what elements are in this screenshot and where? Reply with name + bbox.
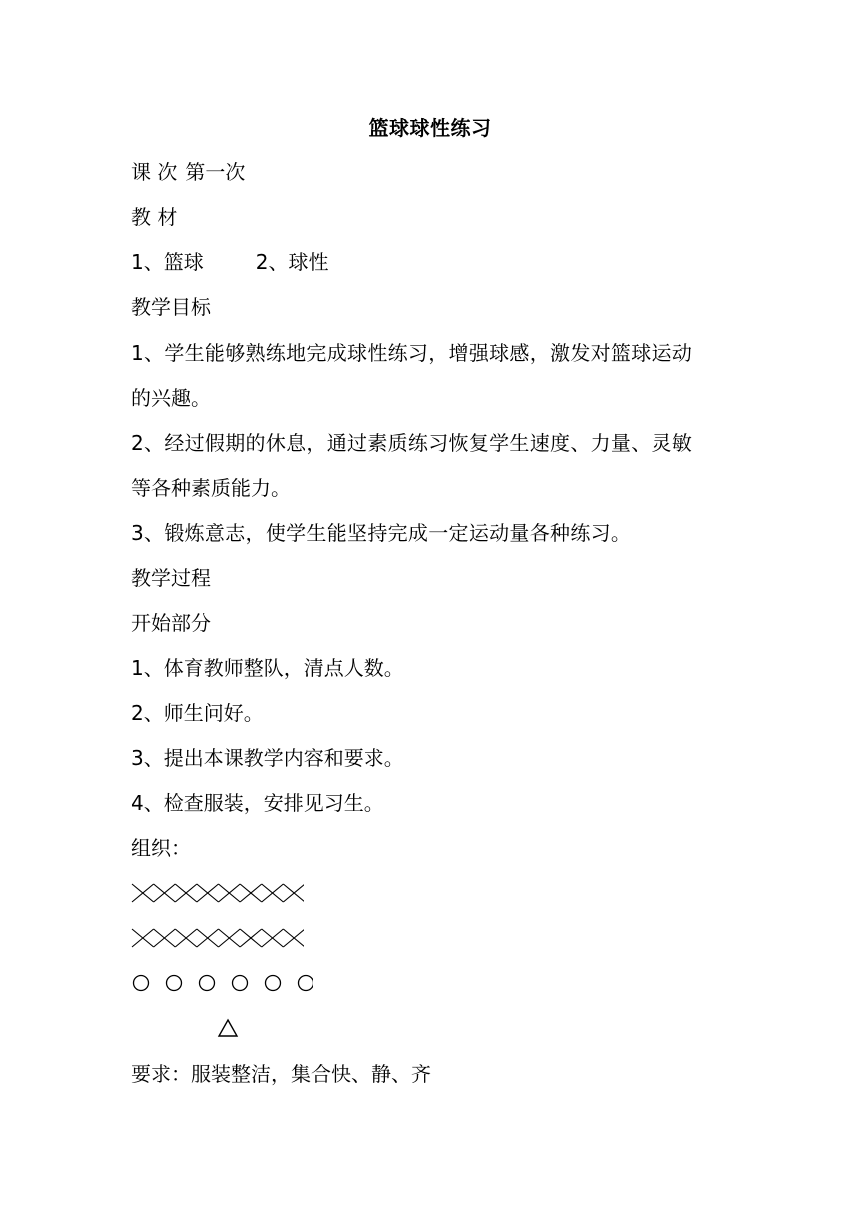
x-mark bbox=[283, 929, 304, 947]
x-row-2-glyphs bbox=[131, 927, 304, 949]
x-mark bbox=[175, 929, 197, 947]
x-mark bbox=[240, 884, 262, 902]
student-circle bbox=[200, 976, 215, 991]
student-circle bbox=[266, 976, 281, 991]
x-mark bbox=[197, 929, 219, 947]
lesson-line bbox=[131, 158, 245, 186]
student-circle bbox=[167, 976, 182, 991]
student-circle bbox=[299, 976, 314, 991]
goal-2-line-1: 2、经过假期的休息，通过素质练习恢复学生速度、力量、灵敏 bbox=[131, 431, 693, 455]
requirement-line: 要求：服装整洁，集合快、静、齐 bbox=[131, 1062, 431, 1086]
circle-row-glyphs bbox=[131, 972, 313, 994]
step-4: 4、检查服装，安排见习生。 bbox=[131, 791, 384, 815]
x-mark bbox=[132, 929, 154, 947]
material-item-1: 1、篮球 bbox=[131, 250, 204, 274]
x-mark bbox=[219, 929, 241, 947]
goals-heading: 教学目标 bbox=[131, 295, 211, 319]
teacher-triangle bbox=[217, 1018, 239, 1038]
x-mark bbox=[197, 884, 219, 902]
student-circle bbox=[233, 976, 248, 991]
goal-2-line-2: 等各种素质能力。 bbox=[131, 476, 291, 500]
x-mark bbox=[240, 929, 262, 947]
x-mark bbox=[154, 884, 176, 902]
lesson-label: 课 次 bbox=[131, 160, 178, 184]
step-1: 1、体育教师整队，清点人数。 bbox=[131, 656, 404, 680]
x-mark bbox=[262, 929, 284, 947]
step-3: 3、提出本课教学内容和要求。 bbox=[131, 746, 404, 770]
material-item-2: 2、球性 bbox=[255, 250, 329, 274]
formation-row-1 bbox=[131, 882, 304, 904]
step-2: 2、师生问好。 bbox=[131, 701, 264, 725]
goal-1-line-1: 1、学生能够熟练地完成球性练习，增强球感，激发对篮球运动 bbox=[131, 341, 693, 365]
lesson-value: 第一次 bbox=[185, 160, 246, 184]
x-mark bbox=[262, 884, 284, 902]
materials-line bbox=[131, 248, 328, 276]
triangle-icon bbox=[217, 1018, 239, 1038]
formation-row-2 bbox=[131, 927, 304, 949]
x-mark bbox=[175, 884, 197, 902]
part-heading: 开始部分 bbox=[131, 611, 211, 635]
x-row-1-glyphs bbox=[131, 882, 304, 904]
page-title: 篮球球性练习 bbox=[368, 116, 492, 140]
x-mark bbox=[283, 884, 304, 902]
material-label: 教 材 bbox=[131, 205, 178, 229]
goal-1-line-2: 的兴趣。 bbox=[131, 386, 211, 410]
x-mark bbox=[132, 884, 154, 902]
x-mark bbox=[219, 884, 241, 902]
formation-circles bbox=[131, 972, 313, 994]
student-circle bbox=[134, 976, 149, 991]
organization-label: 组织： bbox=[131, 836, 191, 860]
goal-3-line-1: 3、锻炼意志，使学生能坚持完成一定运动量各种练习。 bbox=[131, 521, 632, 545]
process-heading: 教学过程 bbox=[131, 566, 211, 590]
x-mark bbox=[154, 929, 176, 947]
